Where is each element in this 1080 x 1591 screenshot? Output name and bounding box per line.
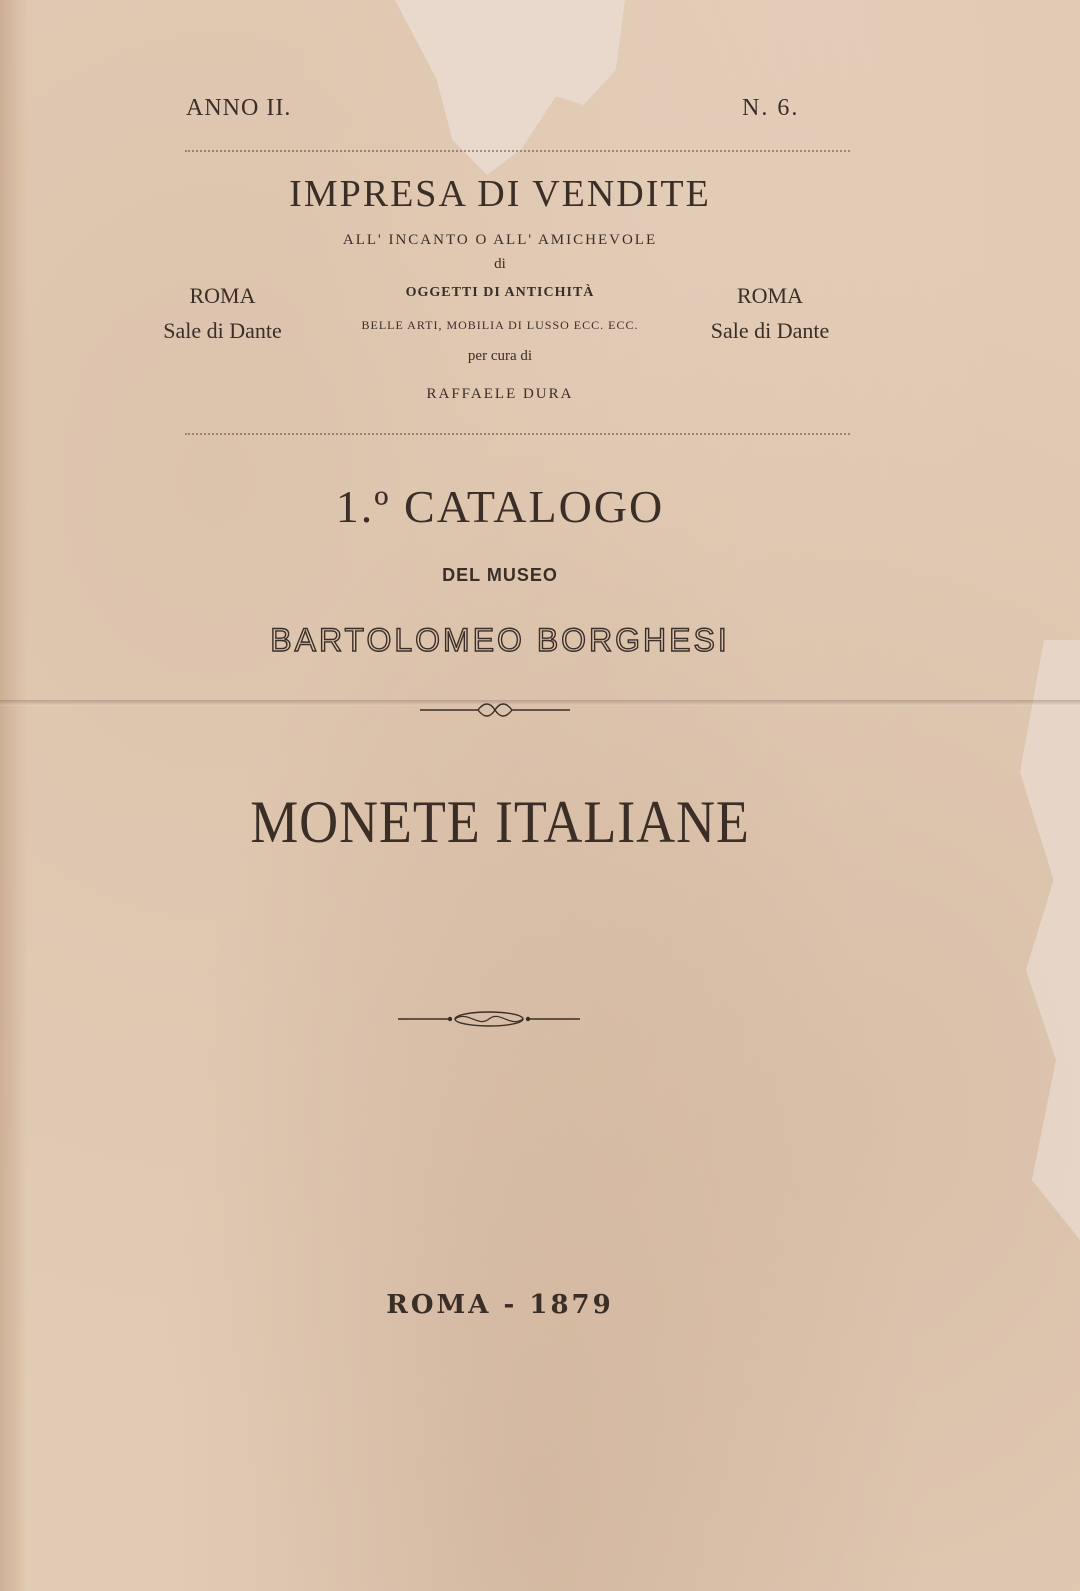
ornament-divider-1 (420, 700, 570, 720)
impresa-curatore: RAFFAELE DURA (426, 386, 574, 402)
impresa-subtitle: ALL' INCANTO O ALL' AMICHEVOLE (342, 232, 658, 248)
anno-label: ANNO II. (186, 95, 292, 121)
imprint: ROMA - 1879 (386, 1290, 614, 1320)
impresa-title: IMPRESA DI VENDITE (289, 173, 711, 215)
catalogo-number: 1.º CATALOGO (335, 481, 665, 532)
paper-tear-top (395, 0, 625, 175)
catalogo-del-museo: DEL MUSEO (442, 565, 558, 585)
right-city: ROMA (736, 283, 803, 308)
museum-name: BARTOLOMEO BORGHESI (270, 622, 730, 658)
paper-tear-right (960, 640, 1080, 1240)
ornament-divider-2 (398, 1008, 580, 1030)
issue-number: N. 6. (742, 95, 800, 121)
impresa-belle-arti: BELLE ARTI, MOBILIA DI LUSSO ECC. ECC. (361, 318, 639, 332)
right-place: Sale di Dante (710, 318, 830, 343)
left-city: ROMA (189, 283, 256, 308)
impresa-per-cura: per cura di (467, 348, 533, 364)
impresa-di: di (494, 256, 506, 272)
divider-middle (185, 433, 850, 435)
divider-top (185, 150, 850, 152)
left-place: Sale di Dante (163, 318, 282, 343)
impresa-oggetti: OGGETTI DI ANTICHITÀ (405, 285, 595, 300)
main-title: MONETE ITALIANE (250, 789, 750, 855)
